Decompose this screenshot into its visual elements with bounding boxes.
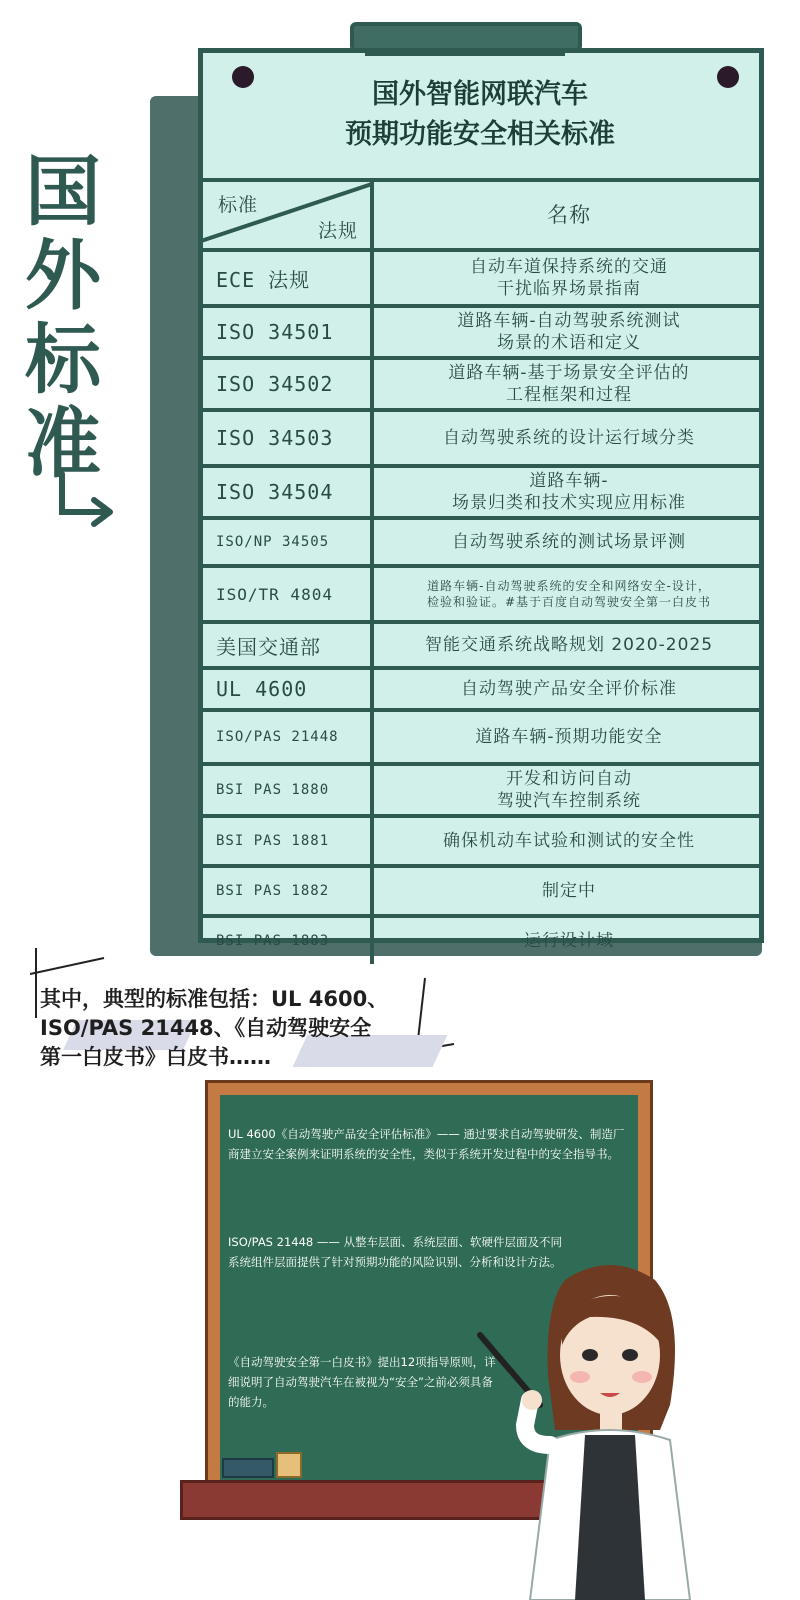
- header-left-cell: [198, 180, 372, 250]
- board-title-line2: 预期功能安全相关标准: [345, 119, 615, 150]
- standard-name-cell: 道路车辆-自动驾驶系统的安全和网络安全-设计， 检验和验证。#基于百度自动驾驶安全第一白皮书: [372, 566, 764, 622]
- intro-line: 第一白皮书》白皮书……: [40, 1045, 271, 1069]
- table-header-row: [198, 180, 764, 250]
- clip-handle: [350, 22, 582, 52]
- table-row: [198, 764, 764, 816]
- side-title-char: 国: [25, 147, 101, 236]
- standard-code-cell: ISO/PAS 21448: [198, 710, 372, 764]
- header-name-cell: 名称: [372, 180, 764, 250]
- board-title-line1: 国外智能网联汽车: [372, 79, 588, 110]
- side-title: [18, 147, 108, 488]
- header-regulation-label: 法规: [318, 220, 359, 242]
- eraser: [222, 1458, 274, 1478]
- table-row: [198, 566, 764, 622]
- standard-code-cell: 美国交通部: [198, 622, 372, 668]
- standard-code-cell: BSI PAS 1883: [198, 916, 372, 964]
- standard-code-cell: ISO/TR 4804: [198, 566, 372, 622]
- board-title: [200, 75, 760, 155]
- standard-name-cell: 智能交通系统战略规划 2020-2025: [372, 622, 764, 668]
- table-row: [198, 518, 764, 566]
- standard-name-cell: 自动驾驶系统的设计运行域分类: [372, 410, 764, 466]
- table-row: [198, 410, 764, 466]
- chalk-box: [276, 1452, 302, 1478]
- chalkboard-para-iso21448: ISO/PAS 21448 —— 从整车层面、系统层面、软硬件层面及不同系统组件层面提供了针对预期功能的风险识别、分析和设计方法。: [228, 1235, 563, 1269]
- standard-name-cell: 自动驾驶产品安全评价标准: [372, 668, 764, 710]
- table-row: [198, 250, 764, 306]
- standard-name-cell: 确保机动车试验和测试的安全性: [372, 816, 764, 866]
- standard-code-cell: BSI PAS 1880: [198, 764, 372, 816]
- table-row: [198, 816, 764, 866]
- side-title-char: 标: [25, 315, 101, 404]
- table-row: [198, 622, 764, 668]
- standard-code-cell: ISO 34503: [198, 410, 372, 466]
- standard-name-cell: 道路车辆-预期功能安全: [372, 710, 764, 764]
- table-row: [198, 466, 764, 518]
- standard-name-cell: 自动驾驶系统的测试场景评测: [372, 518, 764, 566]
- table-row: [198, 668, 764, 710]
- chalkboard-para-whitepaper: 《自动驾驶安全第一白皮书》提出12项指导原则，详细说明了自动驾驶汽车在被视为“安全”之前必须具备的能力。: [228, 1355, 496, 1409]
- standard-code-cell: ECE 法规: [198, 250, 372, 306]
- arrow-down-right-icon: [58, 470, 118, 530]
- side-title-char: 外: [25, 231, 101, 320]
- intro-line: ISO/PAS 21448、《自动驾驶安全: [40, 1016, 372, 1040]
- chalkboard-para-ul4600: UL 4600《自动驾驶产品安全评估标准》—— 通过要求自动驾驶研发、制造厂商建立安全案例来证明系统的安全性，类似于系统开发过程中的安全指导书。: [228, 1127, 625, 1161]
- standard-code-cell: ISO/NP 34505: [198, 518, 372, 566]
- standard-name-cell: 道路车辆- 场景归类和技术实现应用标准: [372, 466, 764, 518]
- standard-name-cell: 自动车道保持系统的交通 干扰临界场景指南: [372, 250, 764, 306]
- standard-code-cell: BSI PAS 1882: [198, 866, 372, 916]
- standard-code-cell: BSI PAS 1881: [198, 816, 372, 866]
- header-standard-label: 标准: [218, 194, 259, 216]
- intro-text: [40, 985, 450, 1072]
- standard-name-cell: 道路车辆-基于场景安全评估的 工程框架和过程: [372, 358, 764, 410]
- standard-code-cell: UL 4600: [198, 668, 372, 710]
- table-row: [198, 358, 764, 410]
- table-row: [198, 306, 764, 358]
- standard-name-cell: 运行设计域: [372, 916, 764, 964]
- table-row: [198, 710, 764, 764]
- teacher-illustration: [470, 1255, 700, 1600]
- standard-code-cell: ISO 34502: [198, 358, 372, 410]
- standard-code-cell: ISO 34501: [198, 306, 372, 358]
- intro-line: 其中，典型的标准包括：UL 4600、: [40, 987, 389, 1011]
- standard-code-cell: ISO 34504: [198, 466, 372, 518]
- standards-table: [198, 178, 764, 964]
- standard-name-cell: 开发和访问自动 驾驶汽车控制系统: [372, 764, 764, 816]
- standard-name-cell: 制定中: [372, 866, 764, 916]
- side-title-char: 准: [25, 399, 101, 488]
- table-row: [198, 866, 764, 916]
- standard-name-cell: 道路车辆-自动驾驶系统测试 场景的术语和定义: [372, 306, 764, 358]
